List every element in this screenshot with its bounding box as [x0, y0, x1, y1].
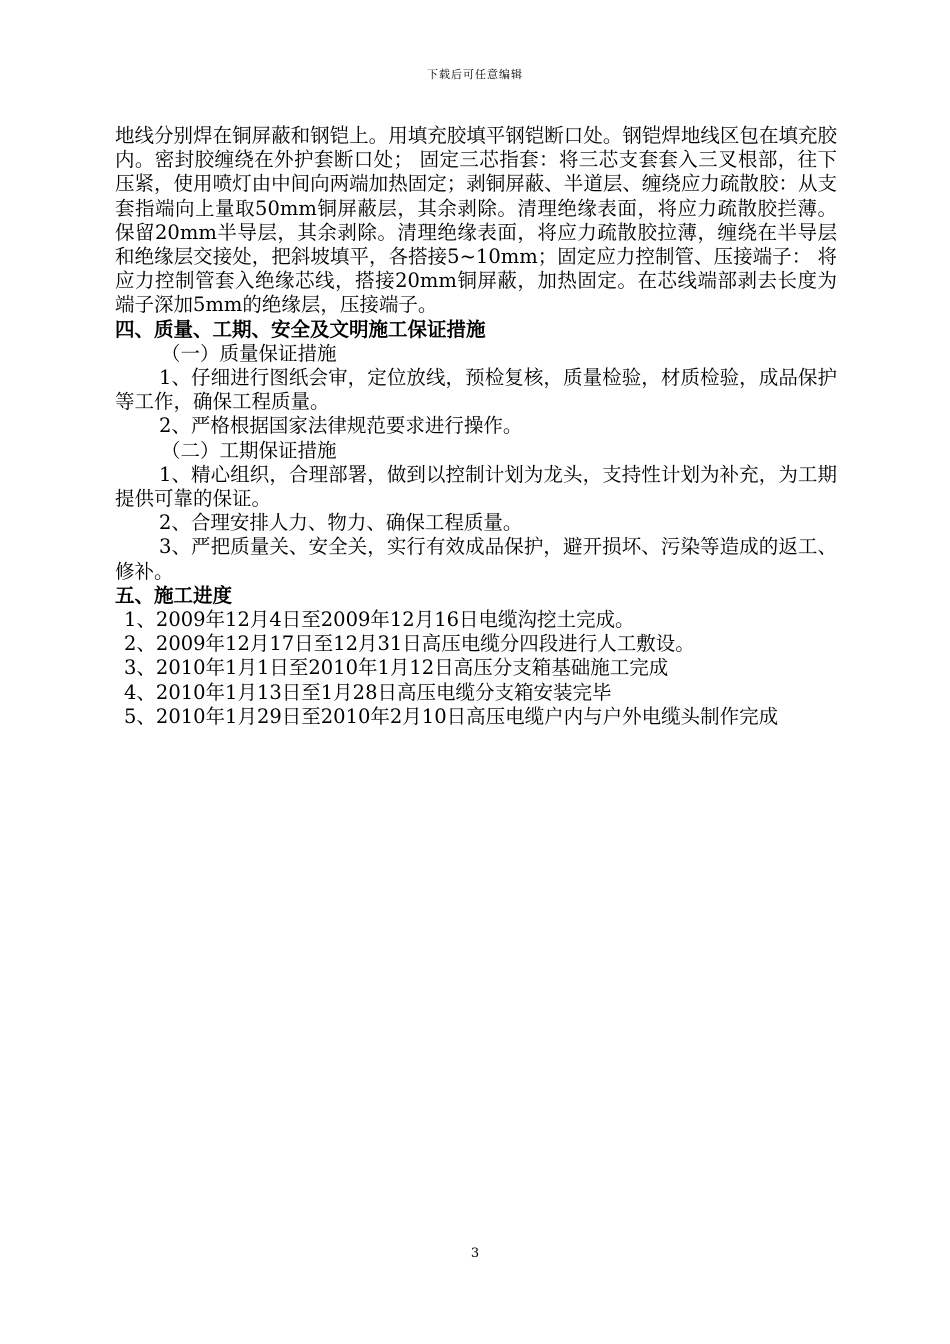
progress-item-1: 1、2009年12月4日至2009年12月16日电缆沟挖土完成。 [124, 608, 635, 632]
page-number: 3 [470, 1246, 480, 1261]
section-4-heading: 四、质量、工期、安全及文明施工保证措施 [115, 317, 486, 341]
quality-item-2: 2、严格根据国家法律规范要求进行操作。 [159, 414, 523, 438]
quality-subheading: （一）质量保证措施 [161, 341, 337, 365]
intro-paragraph: 地线分别焊在铜屏蔽和钢铠上。用填充胶填平钢铠断口处。钢铠焊地线区包在填充胶内。密封胶缠绕在外护套断口处； 固定三芯指套：将三芯支套套入三叉根部，往下压紧，使用喷灯由中间向两端加热固定；剥铜屏蔽、半道层、缠绕应力疏散胶：从支套指端向上量取50mm铜屏蔽层，其余剥除。清理绝缘表面，将应力疏散胶拦薄。保留20mm半导层，其余剥除。清理绝缘表面，将应力疏散胶拉薄，缠绕在半导层和绝缘层交接处，把斜坡填平，各搭接5~10mm；固定应力控制管、压接端子： 将应力控制管套入绝缘芯线，搭接20mm铜屏蔽，加热固定。在芯线端部剥去长度为端子深加5mm的绝缘层，压接端子。 [115, 124, 837, 317]
progress-item-2: 2、2009年12月17日至12月31日高压电缆分四段进行人工敷设。 [124, 632, 695, 656]
schedule-guarantee-item-1: 1、精心组织，合理部署，做到以控制计划为龙头，支持性计划为补充，为工期提供可靠的保证。 [115, 462, 837, 511]
section-5-heading: 五、施工进度 [115, 583, 233, 607]
schedule-guarantee-item-2: 2、合理安排人力、物力、确保工程质量。 [159, 511, 523, 535]
progress-item-3: 3、2010年1月1日至2010年1月12日高压分支箱基础施工完成 [124, 656, 669, 680]
schedule-guarantee-item-3: 3、严把质量关、安全关，实行有效成品保护，避开损坏、污染等造成的返工、修补。 [115, 535, 837, 583]
schedule-subheading: （二）工期保证措施 [161, 438, 337, 462]
quality-item-1: 1、仔细进行图纸会审，定位放线，预检复核，质量检验，材质检验，成品保护等工作，确保工程质量。 [115, 366, 837, 414]
document-body [115, 124, 837, 729]
header-note: 下载后可任意编辑 [427, 68, 523, 81]
progress-item-5: 5、2010年1月29日至2010年2月10日高压电缆户内与户外电缆头制作完成 [124, 704, 779, 728]
progress-item-4: 4、2010年1月13日至1月28日高压电缆分支箱安装完毕 [124, 680, 612, 704]
